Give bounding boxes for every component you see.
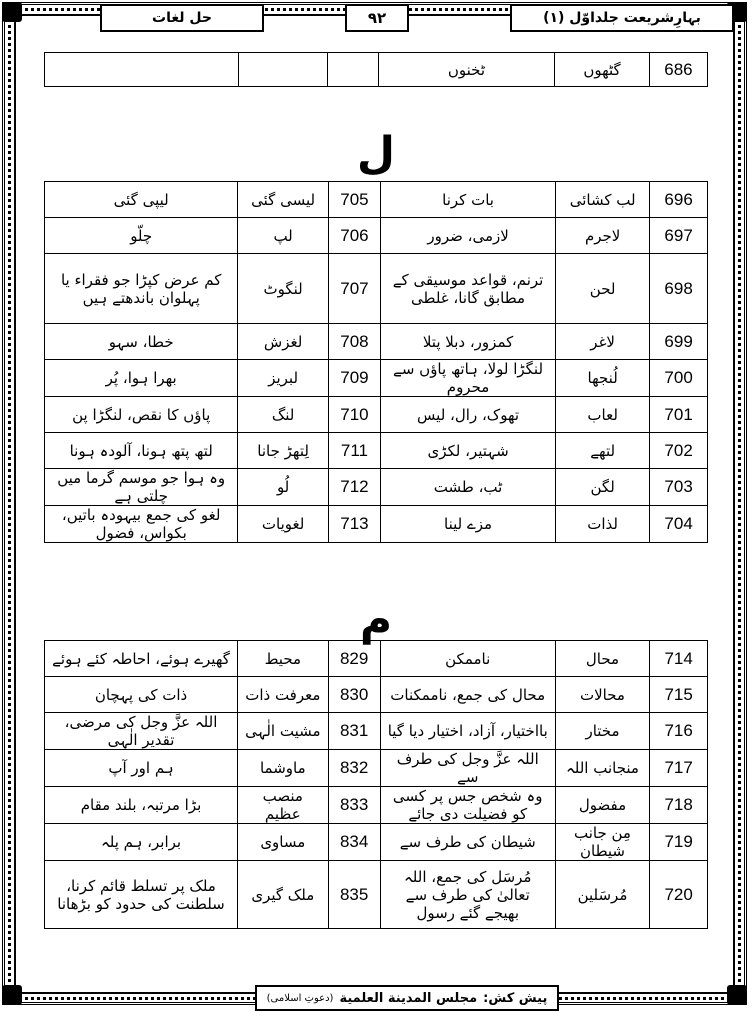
entry-word: مشیت الٰہی (238, 713, 329, 750)
entry-meaning: خطا، سہو (45, 324, 238, 360)
entry-word: لغزش (238, 324, 328, 360)
entry-meaning: مُرسَل کی جمع، اللہ تعالیٰ کی طرف سے بھیجے گئے رسول (380, 861, 555, 929)
entry-number: 706 (328, 218, 380, 254)
entry-meaning: ترنم، قواعد موسیقی کے مطابق گانا، غلطی (381, 254, 556, 324)
footer-label: پیش کش: (483, 990, 548, 1006)
entry-meaning: ٹخنوں (378, 53, 554, 87)
entry-meaning: ٹب، طشت (381, 469, 556, 506)
table-row (45, 506, 708, 543)
corner-ornament (2, 2, 22, 22)
entry-word: لغویات (238, 506, 328, 543)
glossary-table-continued (44, 52, 708, 87)
table-row (45, 787, 708, 824)
entry-meaning: بھرا ہوا، پُر (45, 360, 238, 397)
entry-number: 698 (650, 254, 708, 324)
entry-word: محالات (555, 677, 650, 713)
entry-meaning: شہتیر، لکڑی (381, 433, 556, 469)
entry-word: ماوشما (238, 750, 329, 787)
table-row (45, 360, 708, 397)
entry-word: لتھے (556, 433, 650, 469)
entry-meaning: اللہ عزَّ وجل کی طرف سے (380, 750, 555, 787)
entry-word: لنگ (238, 397, 328, 433)
entry-meaning: ملک پر تسلط قائم کرنا، سلطنت کی حدود کو بڑھانا (45, 861, 238, 929)
entry-word: مفضول (555, 787, 650, 824)
entry-word: لذات (556, 506, 650, 543)
table-row (45, 324, 708, 360)
entry-meaning: اللہ عزَّ وجل کی مرضی، تقدیر الٰہی (45, 713, 238, 750)
entry-word: لبریز (238, 360, 328, 397)
entry-word: محال (555, 641, 650, 677)
entry-number: 711 (328, 433, 380, 469)
entry-number: 719 (650, 824, 708, 861)
corner-ornament (727, 985, 747, 1005)
table-row (45, 677, 708, 713)
entry-number: 709 (328, 360, 380, 397)
entry-number: 710 (328, 397, 380, 433)
entry-number: 705 (328, 182, 380, 218)
entry-meaning: لتھ پتھ ہونا، آلودہ ہونا (45, 433, 238, 469)
entry-number: 713 (328, 506, 380, 543)
entry-number: 703 (650, 469, 708, 506)
entry-number: 831 (328, 713, 380, 750)
entry-number: 716 (650, 713, 708, 750)
entry-word: لگن (556, 469, 650, 506)
section-letter-meem: م (359, 594, 393, 645)
page-number: ۹۲ (345, 4, 409, 32)
entry-number: 835 (328, 861, 380, 929)
entry-word: لیسی گئی (238, 182, 328, 218)
entry-word: لُو (238, 469, 328, 506)
section-letter-lam: ل (356, 128, 396, 179)
entry-number: 830 (328, 677, 380, 713)
entry-number: 686 (649, 53, 707, 87)
entry-word: لُنجھا (556, 360, 650, 397)
table-row (45, 53, 708, 87)
entry-number: 834 (328, 824, 380, 861)
entry-meaning: بڑا مرتبہ، بلند مقام (45, 787, 238, 824)
entry-word: مختار (555, 713, 650, 750)
entry-word: لِتھڑ جانا (238, 433, 328, 469)
entry-meaning: لیپی گئی (45, 182, 238, 218)
entry-number: 718 (650, 787, 708, 824)
table-row (45, 182, 708, 218)
entry-meaning: کمزور، دبلا پتلا (381, 324, 556, 360)
entry-word: مُرسَلین (555, 861, 650, 929)
table-row (45, 397, 708, 433)
entry-word: معرفت ذات (238, 677, 329, 713)
entry-number: 712 (328, 469, 380, 506)
entry-word: مِن جانب شیطان (555, 824, 650, 861)
entry-number: 829 (328, 641, 380, 677)
corner-ornament (2, 985, 22, 1005)
entry-meaning: ناممکن (380, 641, 555, 677)
entry-number: 832 (328, 750, 380, 787)
entry-meaning: ذات کی پہچان (45, 677, 238, 713)
table-row (45, 254, 708, 324)
entry-word: لحن (556, 254, 650, 324)
entry-number: 707 (328, 254, 380, 324)
entry-number: 700 (650, 360, 708, 397)
entry-number: 696 (650, 182, 708, 218)
table-row (45, 824, 708, 861)
entry-number: 720 (650, 861, 708, 929)
footer-org: مجلس المدینة العلمیة (339, 990, 478, 1006)
entry-word: لنگوٹ (238, 254, 328, 324)
table-row (45, 469, 708, 506)
entry-number: 708 (328, 324, 380, 360)
table-row (45, 861, 708, 929)
footer-publisher (255, 985, 559, 1011)
entry-number: 699 (650, 324, 708, 360)
entry-word: منجانب اللہ (555, 750, 650, 787)
table-row (45, 433, 708, 469)
entry-meaning: چلّو (45, 218, 238, 254)
glossary-table-lam (44, 181, 708, 543)
entry-meaning: پاؤں کا نقص، لنگڑا پن (45, 397, 238, 433)
entry-meaning: لازمی، ضرور (381, 218, 556, 254)
footer-sub: (دعوتِ اسلامی) (266, 992, 334, 1004)
entry-meaning: لغو کی جمع بیہودہ باتیں، بکواس، فضول (45, 506, 238, 543)
entry-number: 717 (650, 750, 708, 787)
entry-meaning: برابر، ہم پلہ (45, 824, 238, 861)
entry-meaning: تھوک، رال، لیس (381, 397, 556, 433)
table-row (45, 218, 708, 254)
entry-word: لاغر (556, 324, 650, 360)
entry-meaning: بات کرنا (381, 182, 556, 218)
entry-meaning: بااختیار، آزاد، اختیار دیا گیا (380, 713, 555, 750)
entry-number: 702 (650, 433, 708, 469)
table-row (45, 713, 708, 750)
entry-number: 704 (650, 506, 708, 543)
entry-meaning: مزے لینا (381, 506, 556, 543)
glossary-table-meem (44, 640, 708, 929)
entry-word: منصب عظیم (238, 787, 329, 824)
entry-number: 701 (650, 397, 708, 433)
section-title: حل لغات (100, 4, 264, 32)
entry-word: لاجرم (556, 218, 650, 254)
entry-number: 833 (328, 787, 380, 824)
entry-meaning: گھیرے ہوئے، احاطہ کئے ہوئے (45, 641, 238, 677)
entry-meaning: ہم اور آپ (45, 750, 238, 787)
table-row (45, 641, 708, 677)
entry-word: لب کشائی (556, 182, 650, 218)
entry-number: 697 (650, 218, 708, 254)
entry-meaning: شیطان کی طرف سے (380, 824, 555, 861)
entry-meaning: کم عرض کپڑا جو فقراء یا پہلوان باندھتے ہیں (45, 254, 238, 324)
entry-number: 715 (650, 677, 708, 713)
entry-word: لعاب (556, 397, 650, 433)
table-row (45, 750, 708, 787)
entry-number: 714 (650, 641, 708, 677)
entry-word: لپ (238, 218, 328, 254)
entry-word: ملک گیری (238, 861, 329, 929)
entry-word: گٹھوں (555, 53, 650, 87)
entry-meaning: لنگڑا لولا، ہاتھ پاؤں سے محروم (381, 360, 556, 397)
entry-word: مساوی (238, 824, 329, 861)
entry-meaning: وہ ہوا جو موسم گرما میں چلتی ہے (45, 469, 238, 506)
book-title: بہارِشریعت جلداوّل (۱) (510, 4, 734, 32)
entry-meaning: وہ شخص جس پر کسی کو فضیلت دی جائے (380, 787, 555, 824)
entry-meaning: محال کی جمع، ناممکنات (380, 677, 555, 713)
entry-word: محیط (238, 641, 329, 677)
